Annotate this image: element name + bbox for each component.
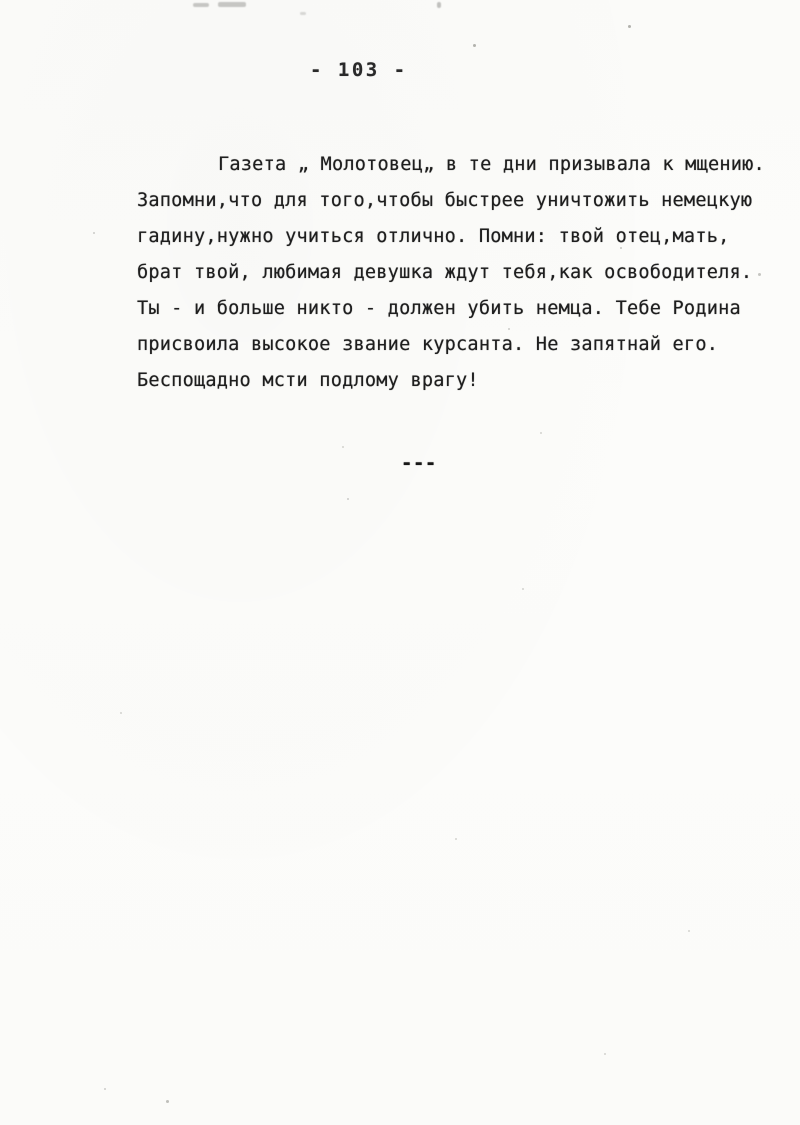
scan-speck (166, 1100, 169, 1103)
scan-speck (120, 712, 122, 714)
text-line: гадину,нужно учиться отлично. Помни: твой отец,мать, (137, 226, 730, 247)
scan-speck (540, 432, 542, 434)
scan-smudge (218, 2, 246, 7)
text-line: Запомни,что для того,чтобы быстрее уничтожить немецкую (137, 190, 753, 211)
scan-smudge (300, 12, 306, 15)
scan-speck (342, 446, 344, 448)
scan-speck (104, 1088, 106, 1090)
scan-speck (522, 588, 524, 590)
scan-smudge (193, 3, 209, 7)
typewritten-paragraph (137, 147, 777, 399)
text-line: Газета „ Молотовец„ в те дни призывала к мщению. (218, 154, 765, 175)
end-separator: --- (401, 452, 437, 474)
scan-speck (688, 930, 690, 932)
text-line: Ты - и больше никто - должен убить немца. Тебе Родина (137, 298, 741, 319)
page-number: - 103 - (310, 59, 408, 81)
scan-speck (455, 838, 457, 840)
scan-speck (473, 44, 476, 47)
scan-speck (604, 1053, 606, 1055)
scan-smudge (437, 2, 441, 8)
text-line: брат твой, любимая девушка ждут тебя,как освободителя. (137, 262, 753, 283)
text-line: Беспощадно мсти подлому врагу! (137, 370, 479, 391)
scan-speck (628, 25, 631, 28)
scan-speck (93, 232, 95, 234)
scan-speck (347, 498, 349, 500)
text-line: присвоила высокое звание курсанта. Не запятнай его. (137, 334, 719, 355)
